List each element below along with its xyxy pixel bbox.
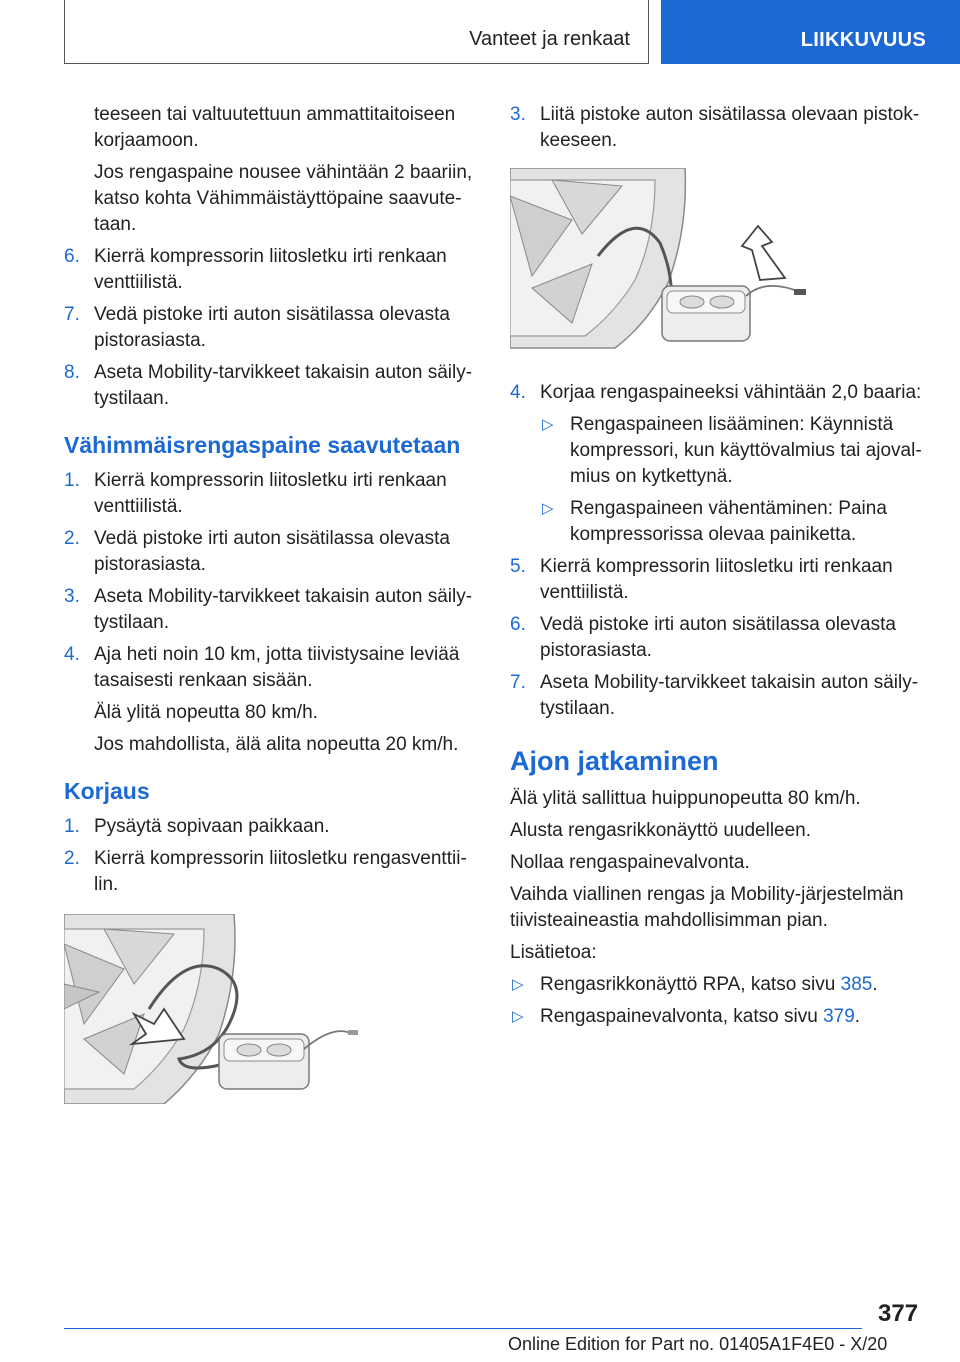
continued-text: Jos rengaspaine nousee vähintään 2 baariin, katso kohta Vähimmäistäyttöpaine saavutetaan.: [94, 162, 473, 235]
step-item: [64, 526, 476, 578]
header-chapter-title: LIIKKUVUUS: [800, 29, 926, 51]
step-sub-list: [510, 412, 924, 548]
reference-text: Rengaspainevalvonta, katso sivu: [540, 1006, 824, 1027]
step-item: [510, 612, 924, 664]
step-text: Kierrä kompressorin liitosletku irti renkaan venttiilistä.: [94, 246, 447, 293]
body-paragraph: Vaihda viallinen rengas ja Mobility-järjestelmän tiivisteaineastia mahdollisimman pian.: [510, 884, 904, 931]
plug-socket-illustration: [510, 168, 810, 358]
page-number: 377: [878, 1300, 919, 1327]
step-text: Aseta Mobility-tarvikkeet takaisin auton säilytystilaan.: [540, 672, 919, 719]
compressor-connection-illustration: [64, 914, 364, 1104]
header-section-box: [64, 0, 649, 64]
step-number: 8.: [64, 362, 80, 383]
footer-edition-text: Online Edition for Part no. 01405A1F4E0 - X/20: [508, 1334, 888, 1354]
step-text: Vedä pistoke irti auton sisätilassa olevasta pistorasiasta.: [94, 304, 450, 351]
step-item: [510, 380, 924, 406]
step-number: 7.: [510, 672, 526, 693]
step-text: Vedä pistoke irti auton sisätilassa olevasta pistorasiasta.: [94, 528, 450, 575]
bullet-text: Rengaspaineen vähentäminen: Paina kompressorissa olevaa painiketta.: [570, 498, 887, 545]
bullet-text: Rengaspaineen lisääminen: Käynnistä kompressori, kun käyttövalmius tai ajovalmius on kytkettynä.: [570, 414, 922, 487]
bullet-item: [540, 412, 924, 490]
step-number: 2.: [64, 848, 80, 869]
reference-item: [510, 972, 924, 998]
step-number: 7.: [64, 304, 80, 325]
step-number: 6.: [510, 614, 526, 635]
step-text: Liitä pistoke auton sisätilassa olevaan pistokkeeseen.: [540, 104, 920, 151]
step-number: 4.: [64, 644, 80, 665]
step-number: 4.: [510, 382, 526, 403]
right-column: [510, 102, 924, 1036]
bullet-item: [540, 496, 924, 548]
reference-item: [510, 1004, 924, 1030]
bullet-triangle-icon: ▷: [542, 416, 554, 433]
bullet-triangle-icon: ▷: [512, 1008, 524, 1025]
section-heading: Korjaus: [64, 778, 150, 804]
step-note: Jos mahdollista, älä alita nopeutta 20 km/h.: [94, 734, 459, 755]
step-item: [64, 244, 476, 296]
step-item: [64, 468, 476, 520]
section-heading: Ajon jatkaminen: [510, 746, 719, 776]
reference-end: .: [854, 1006, 861, 1027]
page-reference-link[interactable]: 379: [823, 1006, 855, 1027]
step-number: 1.: [64, 816, 80, 837]
step-text: Kierrä kompressorin liitosletku rengasventtiilin.: [94, 848, 467, 895]
reference-text: Rengasrikkonäyttö RPA, katso sivu: [540, 974, 841, 995]
bullet-triangle-icon: ▷: [542, 500, 554, 517]
header-section-title: Vanteet ja renkaat: [469, 28, 630, 50]
footer-divider: [64, 1328, 862, 1329]
step-item: [64, 642, 476, 694]
header-chapter-box: [661, 0, 960, 64]
step-text: Aseta Mobility-tarvikkeet takaisin auton säilytystilaan.: [94, 586, 473, 633]
step-note: Älä ylitä nopeutta 80 km/h.: [94, 702, 318, 723]
step-text: Aja heti noin 10 km, jotta tiivistysaine leviää tasaisesti renkaan sisään.: [94, 644, 460, 691]
step-number: 3.: [510, 104, 526, 125]
step-number: 3.: [64, 586, 80, 607]
step-item: [64, 302, 476, 354]
step-text: Vedä pistoke irti auton sisätilassa olevasta pistorasiasta.: [540, 614, 896, 661]
reference-end: .: [872, 974, 878, 995]
step-text: Aseta Mobility-tarvikkeet takaisin auton säilytystilaan.: [94, 362, 473, 409]
step-text: Pysäytä sopivaan paikkaan.: [94, 816, 330, 837]
step-text: Kierrä kompressorin liitosletku irti renkaan venttiilistä.: [540, 556, 893, 603]
step-number: 1.: [64, 470, 80, 491]
section-heading: Vähimmäisrengaspaine saavutetaan: [64, 432, 461, 458]
page-reference-link[interactable]: 385: [840, 974, 873, 995]
step-number: 2.: [64, 528, 80, 549]
continued-text: teeseen tai valtuutettuun ammattitaitoiseen korjaamoon.: [94, 104, 456, 151]
step-item: [64, 360, 476, 412]
body-paragraph: Lisätietoa:: [510, 942, 597, 963]
bullet-triangle-icon: ▷: [512, 976, 524, 993]
step-item: [510, 102, 924, 154]
body-paragraph: Älä ylitä sallittua huippunopeutta 80 km/h.: [510, 788, 861, 809]
body-paragraph: Alusta rengasrikkonäyttö uudelleen.: [510, 820, 812, 841]
step-item: [64, 846, 476, 898]
body-paragraph: Nollaa rengaspainevalvonta.: [510, 852, 750, 873]
step-item: [64, 584, 476, 636]
step-text: Korjaa rengaspaineeksi vähintään 2,0 baaria:: [540, 382, 922, 403]
step-number: 6.: [64, 246, 80, 267]
left-column: [64, 102, 476, 1104]
step-number: 5.: [510, 556, 526, 577]
step-item: [510, 554, 924, 606]
step-item: [510, 670, 924, 722]
step-text: Kierrä kompressorin liitosletku irti renkaan venttiilistä.: [94, 470, 447, 517]
step-item: [64, 814, 476, 840]
